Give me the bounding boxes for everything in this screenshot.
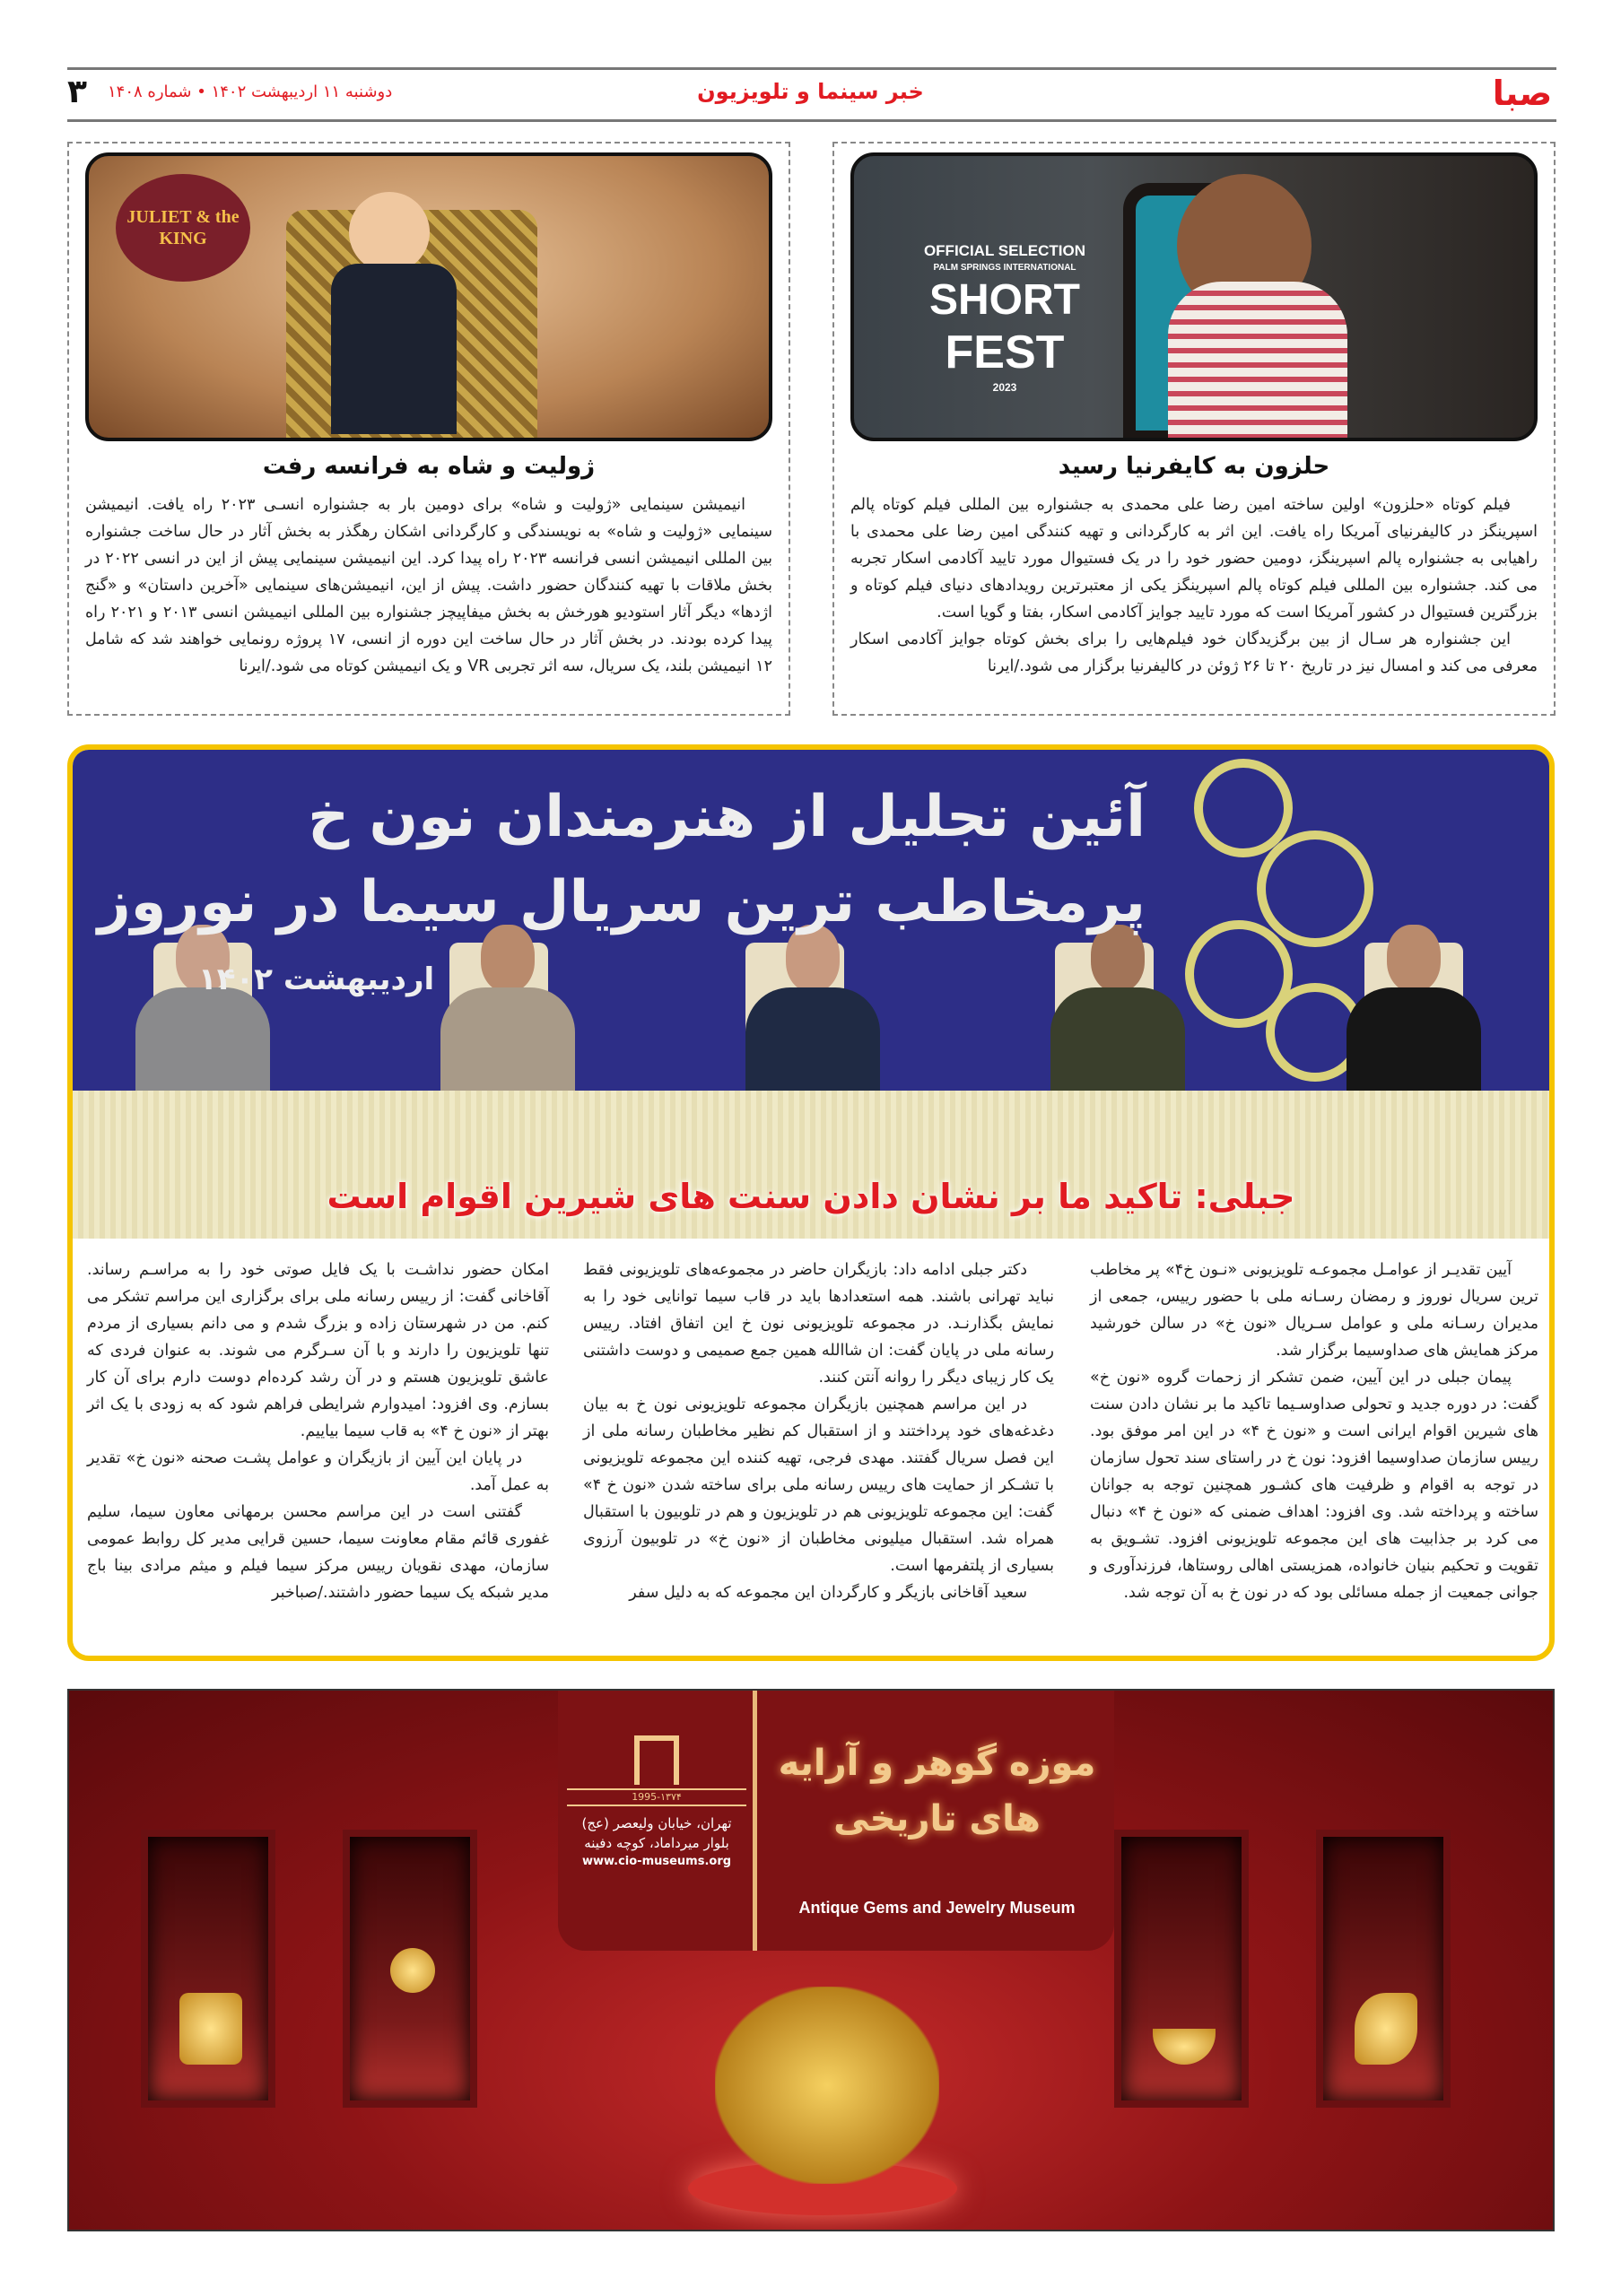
article-column-3	[87, 1257, 549, 1606]
article-title: ژولیت و شاه به فرانسه رفت	[262, 453, 596, 480]
museum-logo	[567, 1735, 746, 1871]
paragraph: امکان حضور نداشـت با یک فایل صوتی خود را به مراسـم رساند. آقاخانی گفت: از رییس رسانه ملی برای برگزاری این مراسم تشکر می کنم. من در شهرستان زاده و بزرگ شدم و می دانم بسیاری از مردم تنها تلویزیون را دارند و با آن سـرگرم می شوند. به عنوان فردی که عاشق تلویزیون هستم و در آن رشد کرده‌ام دوست دارم برای آن کار بسازم. وی افزود: امیدوارم شرایطی فراهم شود که به زودی با یک اثر بهتر از «نون خ ۴» به قاب سیما بیاییم.	[87, 1261, 549, 1440]
address-line-2: بلوار میرداماد، کوچه دفینه	[584, 1835, 729, 1851]
header-top-rule	[67, 67, 1556, 70]
banner-date: اردیبهشت ۱۴۰۲	[198, 961, 435, 997]
display-case	[1114, 1830, 1249, 2108]
festival-selection-label: OFFICIAL SELECTION	[923, 242, 1086, 259]
paragraph: گفتنی است در این مراسم محسن برمهانی معاون سیما، سلیم غفوری قائم مقام معاونت سیما، حسین قرایی مدیر کل روابط عمومی سازمان، مهدی نقویان رییس مرکز سیما فیلم و میثم مرادی بینا باج مدیر شبکه یک سیما حضور داشتند./صباخبر	[87, 1503, 549, 1602]
main-article-frame	[67, 744, 1555, 1661]
newspaper-logo[interactable]: صبا	[1492, 74, 1553, 113]
paragraph: آیین تقدیـر از عوامـل مجموعـه تلویزیونی «نـون خ۴» پر مخاطب ترین سریال نوروز و رمضان رسـانه ملی با حضور رییس، جمعی از مدیران رسـانه ملی و عوامل سـریال «نون خ» در سالن خورشید مرکز همایش های صداوسیما برگزار شد.	[1090, 1261, 1538, 1360]
logo-years: 1995-۱۳۷۴	[567, 1788, 746, 1806]
section-title: خبر سینما و تلویزیون	[697, 79, 924, 104]
dagger-icon	[1355, 1993, 1417, 2065]
dateline: دوشنبه ۱۱ اردیبهشت ۱۴۰۲ • شماره ۱۴۰۸	[108, 83, 393, 101]
paragraph: این جشنواره هر سـال از بین برگزیدگان خود فیلم‌هایی را برای بخش کوتاه جوایز آکادمی اسکار معرفی می کند و امسال نیز در تاریخ ۲۰ تا ۲۶ ژوئن در کالیفرنیا برگزار می شود./ایرنا	[850, 631, 1538, 675]
paragraph: در این مراسم همچنین بازیگران مجموعه تلویزیونی نون خ به بیان دغدغه‌های خود پرداختند و از استقبال کم نظیر مخاطبان رسانه ملی از این فصل سریال گفتند. مهدی فرجی، تهیه کننده این مجموعه تلویزیونی با تشـکر از حمایت های رییس رسانه ملی برای ساخته شدن «نون خ ۴» گفت: این مجموعه تلویزیونی هم در تلویزیون و هم در تلوبیون با استقبال همراه شد. استقبال میلیونی مخاطبان از «نون خ» در تلوبیون آرزوی بسیاری از پلتفرمها است.	[583, 1396, 1054, 1575]
article-snail-photo	[850, 152, 1538, 441]
gate-icon	[634, 1735, 679, 1785]
museum-advertisement[interactable]	[67, 1689, 1555, 2231]
paragraph: سعید آقاخانی بازیگر و کارگردان این مجموعه که به دلیل سفر	[629, 1584, 1027, 1602]
article-title: حلزون به کایفرنیا رسید	[1058, 453, 1330, 480]
page-number: ۳	[67, 74, 87, 110]
article-column-1	[1090, 1257, 1538, 1606]
article-body	[85, 491, 772, 680]
museum-title-english: Antique Gems and Jewelry Museum	[798, 1899, 1076, 1917]
juliet-king-logo: JULIET & the KING	[116, 174, 250, 282]
article-juliet-king	[67, 142, 790, 716]
festival-short-label: SHORT	[929, 276, 1080, 324]
museum-title-block	[760, 1691, 1114, 1951]
display-case	[343, 1830, 477, 2108]
necklace-icon	[390, 1948, 435, 1993]
article-snail	[832, 142, 1556, 716]
bowl-icon	[1153, 2029, 1216, 2065]
paragraph: در پایان این آیین از بازیگران و عوامل پشـت صحنه «نون خ» تقدیر به عمل آمد.	[87, 1449, 549, 1494]
paragraph: دکتر جبلی ادامه داد: بازیگران حاضر در مجموعه‌های تلویزیونی فقط نباید تهرانی باشند. همه استعدادها باید در قاب سیما توانایی خود را به نمایش بگذارنـد. در مجموعه تلویزیونی نون خ این اتفاق افتاد. رییس رسانه ملی در پایان گفت: ان شاالله همین جمع صمیمی و دوست داشتنی یک کار زیبای دیگر را روانه آنتن کنند.	[583, 1261, 1054, 1387]
display-case	[1316, 1830, 1451, 2108]
festival-name-label: PALM SPRINGS INTERNATIONAL	[933, 263, 1076, 273]
golden-horse-statue	[715, 1987, 939, 2184]
display-case	[141, 1830, 275, 2108]
festival-fest-label: FEST	[945, 326, 1065, 378]
festival-year-label: 2023	[992, 381, 1017, 394]
main-headline: جبلی: تاکید ما بر نشان دادن سنت های شیرین اقوام است	[327, 1177, 1295, 1216]
article-body	[850, 491, 1538, 680]
paragraph: پیمان جبلی در این آیین، ضمن تشکر از زحمات گروه «نون خ» گفت: در دوره جدید و تحولی صداوسـیما تاکید ما بر نشان دادن سنت های شیرین اقوام ایرانی است و «نون خ ۴» در این امر موفق بود. رییس سازمان صداوسیما افزود: نون خ در راستای سند تحول سازمان در توجه به اقوام و ظرفیت های کشـور همچنین توجه به جوانان ساخته و پرداخته شد. وی افزود: اهداف ضمنی که «نون خ ۴» دنبال می کرد بر جذابیت های این مجموعه تلویزیونی افزود. تشـویق به تقویت و تحکیم بنیان خانواده، همزیستی اهالی روستاها، فرزندآوری و جوانی جمعیت از جمله مسائلی بود که در نون خ به آن توجه شد.	[1090, 1369, 1538, 1602]
article-column-2	[583, 1257, 1054, 1606]
divider	[753, 1691, 757, 1951]
article-juliet-king-image	[85, 152, 772, 441]
header-bottom-rule	[67, 119, 1556, 122]
museum-info-panel	[558, 1691, 1114, 1951]
banner-line-1: آئین تجلیل از هنرمندان نون خ	[308, 784, 1146, 850]
website-link[interactable]: www.cio-museums.org	[581, 1855, 732, 1868]
banner-line-2: پرمخاطب ترین سریال سیما در نوروز	[97, 869, 1146, 935]
gold-cup-icon	[179, 1993, 242, 2065]
museum-title: موزه گوهر و آرایه های تاریخی	[778, 1743, 1096, 1839]
ceremony-photo	[73, 750, 1549, 1239]
paragraph: انیمیشن سینمایی «ژولیت و شاه» برای دومین بار به جشنواره انسـی ۲۰۲۳ راه یافت. انیمیشن سینمایی «ژولیت و شاه» به نویسندگی و کارگردانی اشکان رهگذر به بخش آثار در حال ساخت جشنواره بین المللی انیمیشن انسی فرانسه ۲۰۲۳ راه پیدا کرد. این انیمیشن سینمایی پیش از این در انسی ۲۰۲۲ در بخش ملاقات با تهیه کنندگان حضور داشت. پیش از این، انیمیشن‌های سینمایی «آخرین داستان» و «گنج اژدها» دیگر آثار استودیو هورخش به بخش میفاپیچز جشنواره بین المللی انیمیشن انسی ۲۰۱۳ و ۲۰۲۱ راه پیدا کرده بودند. در بخش آثار در حال ساخت این دوره از انسی، ۱۷ پروژه رونمایی خواهند شد که شامل ۱۲ انیمیشن بلند، یک سریال، سه اثر تجربی VR و یک انیمیشن کوتاه می شود./ایرنا	[85, 496, 773, 675]
address-line-1: تهران، خیابان ولیعصر (عج)	[581, 1815, 732, 1831]
paragraph: فیلم کوتاه «حلزون» اولین ساخته امین رضا علی محمدی به جشنواره بین المللی فیلم کوتاه پالم اسپرینگز در کالیفرنیای آمریکا راه یافت. این اثر به کارگردانی و تهیه کنندگی امین رضا علی محمدی با راهیابی به جشنواره پالم اسپرینگز، دومین حضور خود را در یک فستیوال مورد تایید آکادمی اسکار تجربه می کند. جشنواره بین المللی فیلم کوتاه پالم اسپرینگز یکی از معتبرترین رویدادهای دنیای فیلم کوتاه و بزرگترین فستیوال در کشور آمریکا است که مورد تایید جوایز آکادمی اسکار، بفتا و گویا است.	[850, 496, 1538, 622]
